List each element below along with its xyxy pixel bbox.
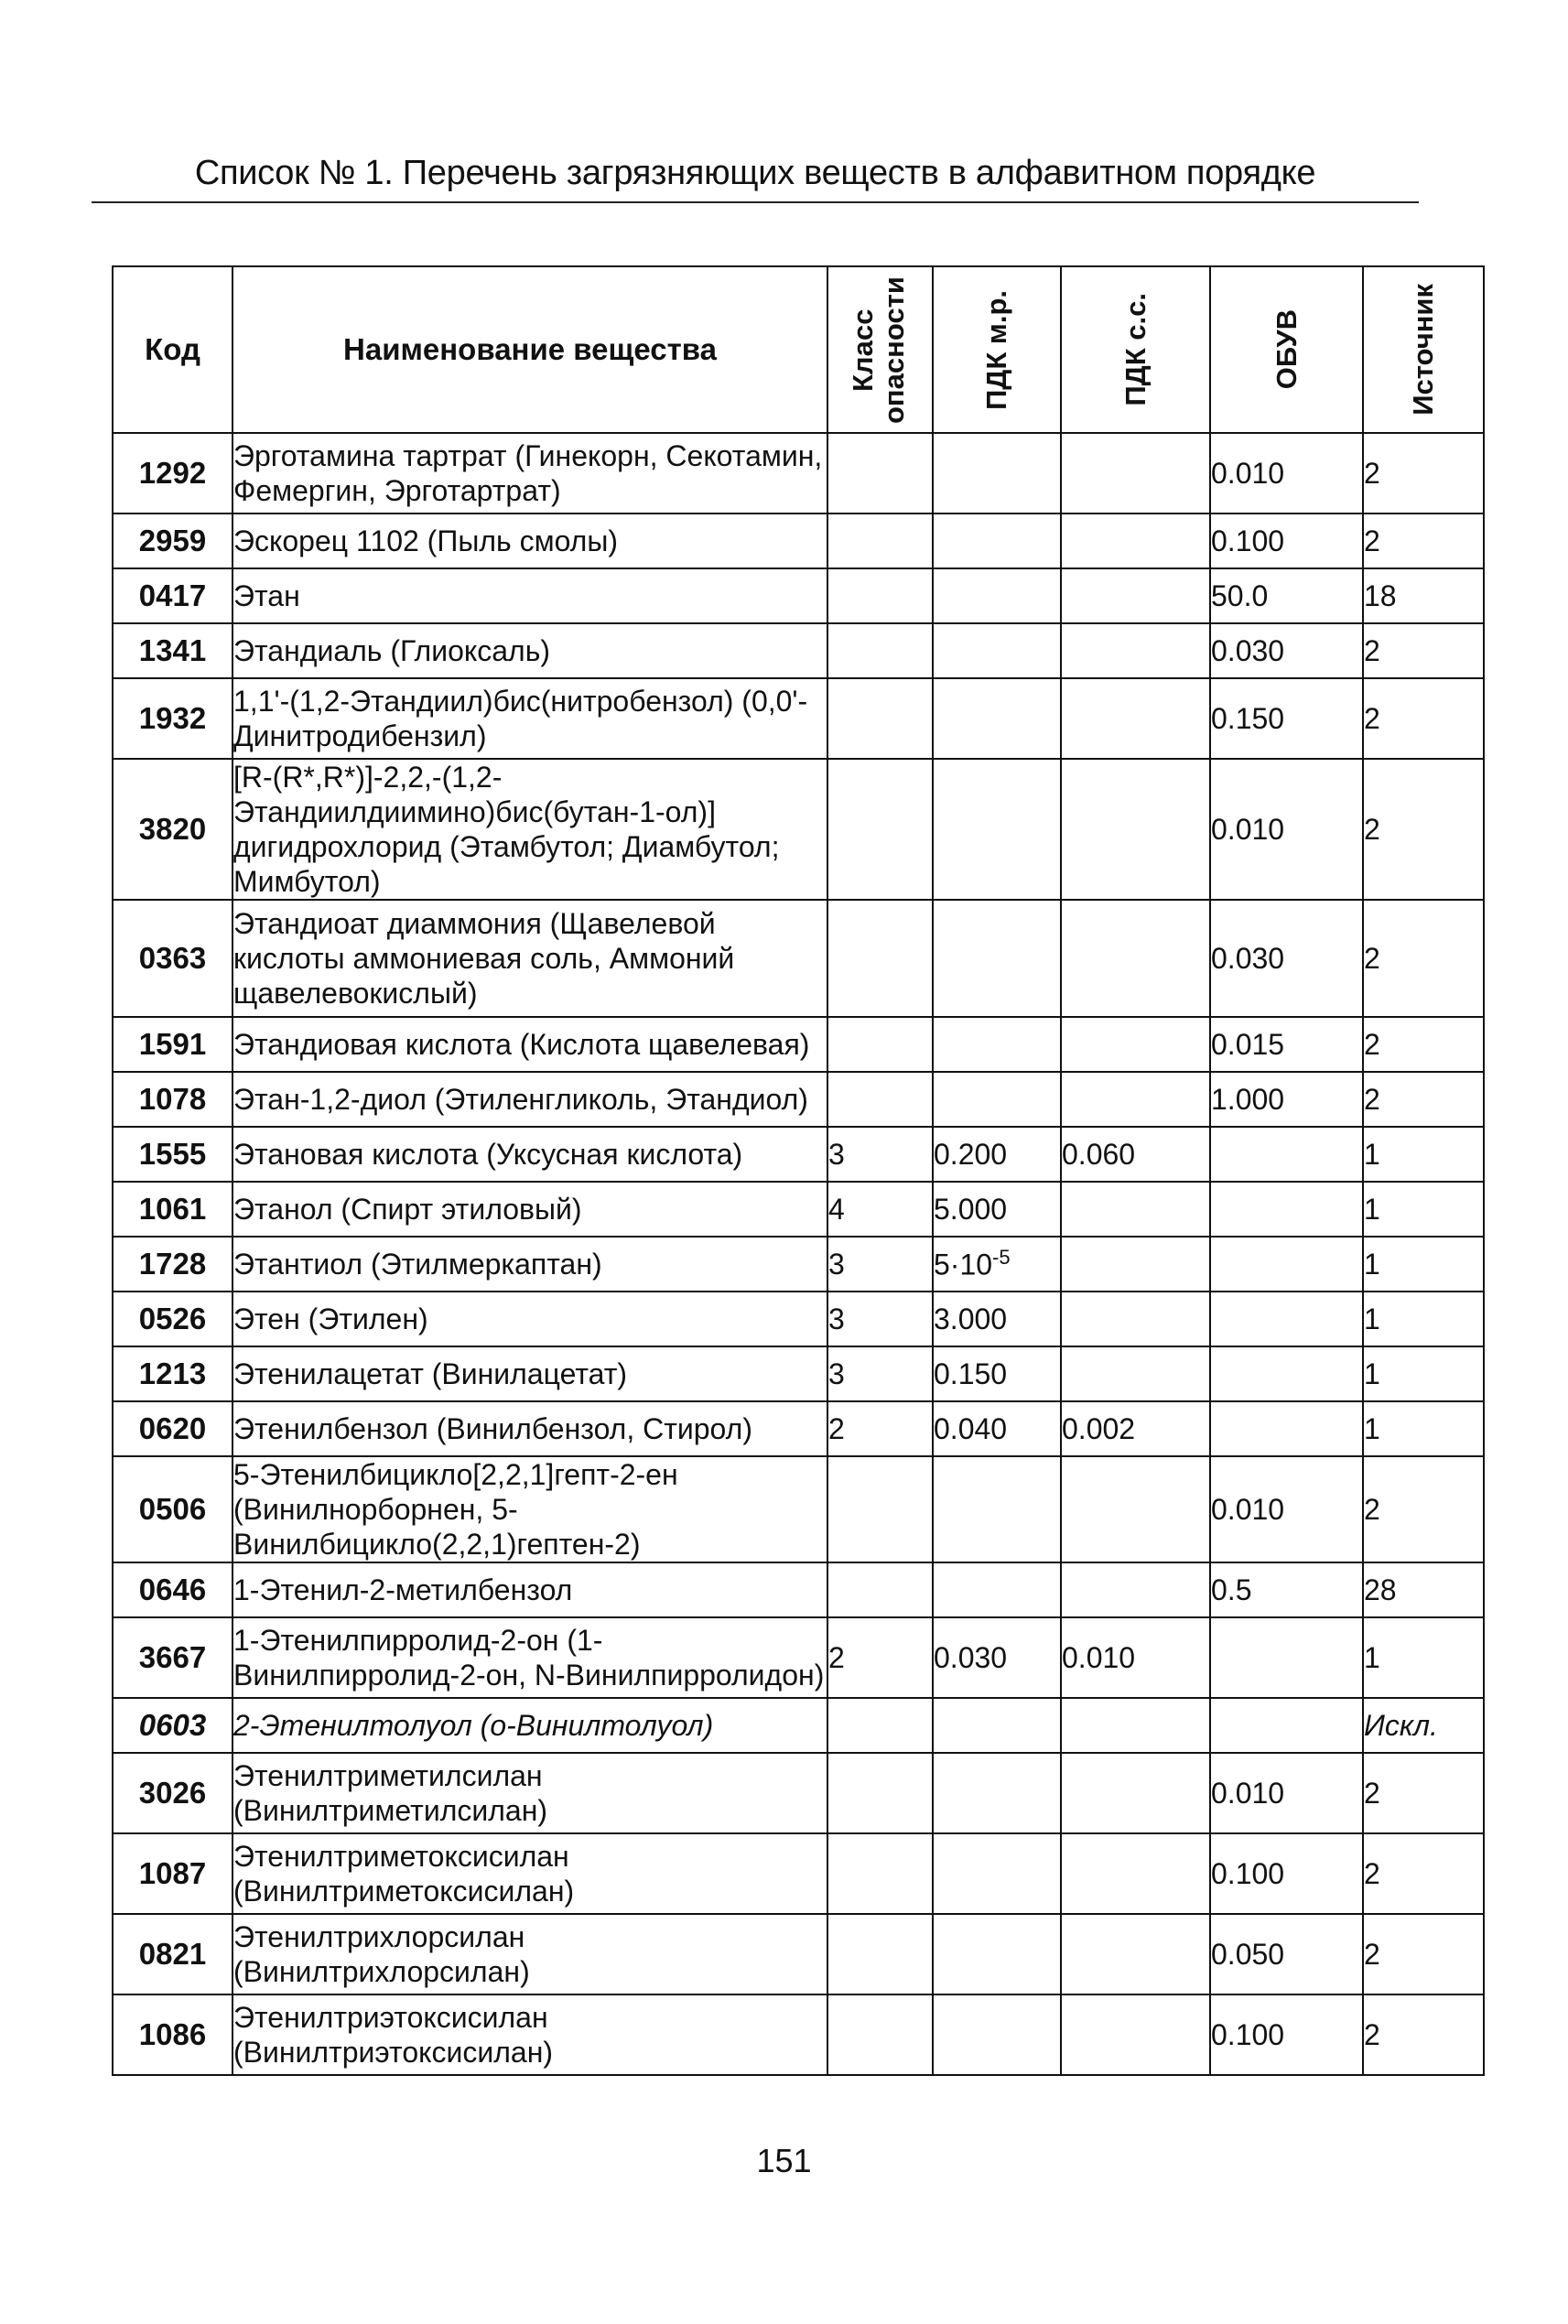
header-source-label: Источник bbox=[1407, 284, 1439, 416]
table-row bbox=[113, 1401, 1484, 1456]
header-name: Наименование вещества bbox=[232, 266, 827, 433]
cell-hazard-class bbox=[827, 1562, 933, 1617]
cell-hazard-class bbox=[827, 568, 933, 623]
cell-code: 1932 bbox=[113, 678, 232, 759]
cell-pdk-mr bbox=[933, 1562, 1061, 1617]
cell-source: 2 bbox=[1363, 1017, 1484, 1072]
cell-hazard-class: 3 bbox=[827, 1346, 933, 1401]
cell-name: Этенилбензол (Винилбензол, Стирол) bbox=[232, 1401, 827, 1456]
cell-obuv: 0.010 bbox=[1210, 1456, 1363, 1562]
cell-hazard-class bbox=[827, 1017, 933, 1072]
cell-code: 1061 bbox=[113, 1182, 232, 1237]
cell-obuv bbox=[1210, 1346, 1363, 1401]
cell-name: 1-Этенилпирролид-2-он (1-Винилпирролид-2-он, N-Винилпирролидон) bbox=[232, 1617, 827, 1698]
cell-code: 0506 bbox=[113, 1456, 232, 1562]
table-row bbox=[113, 1346, 1484, 1401]
table-row bbox=[113, 1617, 1484, 1698]
cell-code: 1728 bbox=[113, 1237, 232, 1292]
cell-obuv: 0.030 bbox=[1210, 623, 1363, 678]
cell-name: Этановая кислота (Уксусная кислота) bbox=[232, 1127, 827, 1182]
cell-code: 2959 bbox=[113, 513, 232, 568]
table-row bbox=[113, 900, 1484, 1017]
cell-name: Этанол (Спирт этиловый) bbox=[232, 1182, 827, 1237]
cell-hazard-class: 3 bbox=[827, 1292, 933, 1346]
cell-name: Этенилтриэтоксисилан (Винилтриэтоксисилан) bbox=[232, 1994, 827, 2075]
cell-pdk-ss bbox=[1061, 1456, 1210, 1562]
cell-name: Этандиоат диаммония (Щавелевой кислоты аммониевая соль, Аммоний щавелевокислый) bbox=[232, 900, 827, 1017]
header-hazard-class-label: Класс опасности bbox=[846, 276, 910, 424]
cell-source: 1 bbox=[1363, 1182, 1484, 1237]
cell-name: 1,1'-(1,2-Этандиил)бис(нитробензол) (0,0'-Динитродибензил) bbox=[232, 678, 827, 759]
header-pdk-mr bbox=[933, 266, 1061, 433]
cell-obuv: 0.010 bbox=[1210, 759, 1363, 900]
table-body bbox=[113, 433, 1484, 2075]
cell-code: 3820 bbox=[113, 759, 232, 900]
cell-code: 0620 bbox=[113, 1401, 232, 1456]
cell-obuv: 0.050 bbox=[1210, 1914, 1363, 1994]
cell-hazard-class bbox=[827, 433, 933, 513]
cell-code: 1591 bbox=[113, 1017, 232, 1072]
cell-obuv: 1.000 bbox=[1210, 1072, 1363, 1127]
cell-obuv: 50.0 bbox=[1210, 568, 1363, 623]
cell-pdk-mr: 5.000 bbox=[933, 1182, 1061, 1237]
table-header-row bbox=[113, 266, 1484, 433]
table-row bbox=[113, 678, 1484, 759]
cell-pdk-mr: $5\cdot 10^{-5}$ bbox=[933, 1237, 1061, 1292]
cell-name: Этенилацетат (Винилацетат) bbox=[232, 1346, 827, 1401]
cell-pdk-ss: 0.010 bbox=[1061, 1617, 1210, 1698]
cell-pdk-mr bbox=[933, 678, 1061, 759]
cell-pdk-ss: 0.060 bbox=[1061, 1127, 1210, 1182]
cell-pdk-mr bbox=[933, 759, 1061, 900]
cell-name: Этандиаль (Глиоксаль) bbox=[232, 623, 827, 678]
cell-pdk-ss bbox=[1061, 1237, 1210, 1292]
cell-name: Этан-1,2-диол (Этиленгликоль, Этандиол) bbox=[232, 1072, 827, 1127]
table-row bbox=[113, 433, 1484, 513]
cell-obuv: 0.150 bbox=[1210, 678, 1363, 759]
page-title: Список № 1. Перечень загрязняющих веществ в алфавитном порядке bbox=[194, 154, 1316, 192]
cell-pdk-mr: 3.000 bbox=[933, 1292, 1061, 1346]
cell-source: 2 bbox=[1363, 1456, 1484, 1562]
cell-source: 1 bbox=[1363, 1292, 1484, 1346]
cell-code: 1213 bbox=[113, 1346, 232, 1401]
cell-hazard-class bbox=[827, 759, 933, 900]
cell-code: 0821 bbox=[113, 1914, 232, 1994]
table-row bbox=[113, 1456, 1484, 1562]
cell-source: 2 bbox=[1363, 678, 1484, 759]
cell-source: 2 bbox=[1363, 1072, 1484, 1127]
table-row bbox=[113, 1833, 1484, 1914]
cell-name: 1-Этенил-2-метилбензол bbox=[232, 1562, 827, 1617]
cell-pdk-ss bbox=[1061, 1914, 1210, 1994]
cell-pdk-ss bbox=[1061, 513, 1210, 568]
cell-hazard-class bbox=[827, 1753, 933, 1833]
cell-source: 2 bbox=[1363, 623, 1484, 678]
cell-code: 0646 bbox=[113, 1562, 232, 1617]
cell-pdk-ss bbox=[1061, 1292, 1210, 1346]
cell-obuv bbox=[1210, 1617, 1363, 1698]
header-source bbox=[1363, 266, 1484, 433]
cell-pdk-mr: 0.150 bbox=[933, 1346, 1061, 1401]
cell-source: 2 bbox=[1363, 433, 1484, 513]
cell-name: 2-Этенилтолуол (о-Винилтолуол) bbox=[232, 1698, 827, 1753]
table-row bbox=[113, 623, 1484, 678]
cell-pdk-mr: 0.030 bbox=[933, 1617, 1061, 1698]
header-obuv bbox=[1210, 266, 1363, 433]
cell-name: [R-(R*,R*)]-2,2,-(1,2-Этандиилдиимино)бис(бутан-1-ол)] дигидрохлорид (Этамбутол; Диамбутол; Мимбутол) bbox=[232, 759, 827, 900]
cell-hazard-class bbox=[827, 513, 933, 568]
cell-source: 1 bbox=[1363, 1127, 1484, 1182]
header-pdk-ss-label: ПДК с.с. bbox=[1119, 293, 1152, 406]
header-pdk-mr-label: ПДК м.р. bbox=[980, 289, 1012, 410]
cell-pdk-mr bbox=[933, 1833, 1061, 1914]
cell-source: 2 bbox=[1363, 759, 1484, 900]
cell-code: 1555 bbox=[113, 1127, 232, 1182]
cell-hazard-class bbox=[827, 1698, 933, 1753]
cell-hazard-class: 3 bbox=[827, 1127, 933, 1182]
header-code: Код bbox=[113, 266, 232, 433]
cell-code: 0417 bbox=[113, 568, 232, 623]
cell-obuv: 0.100 bbox=[1210, 513, 1363, 568]
table-row bbox=[113, 1182, 1484, 1237]
cell-obuv bbox=[1210, 1182, 1363, 1237]
cell-pdk-ss bbox=[1061, 678, 1210, 759]
cell-hazard-class bbox=[827, 1072, 933, 1127]
table-row bbox=[113, 1127, 1484, 1182]
cell-pdk-mr bbox=[933, 1753, 1061, 1833]
table-row bbox=[113, 1994, 1484, 2075]
cell-pdk-mr bbox=[933, 623, 1061, 678]
cell-hazard-class: 2 bbox=[827, 1401, 933, 1456]
cell-hazard-class bbox=[827, 1456, 933, 1562]
table-row bbox=[113, 1753, 1484, 1833]
cell-pdk-mr bbox=[933, 1456, 1061, 1562]
table-row bbox=[113, 1562, 1484, 1617]
cell-source: 2 bbox=[1363, 900, 1484, 1017]
cell-pdk-mr bbox=[933, 1994, 1061, 2075]
cell-code: 1087 bbox=[113, 1833, 232, 1914]
cell-code: 3667 bbox=[113, 1617, 232, 1698]
header-obuv-label: ОБУВ bbox=[1270, 309, 1303, 390]
table-row bbox=[113, 513, 1484, 568]
cell-name: Этан bbox=[232, 568, 827, 623]
cell-pdk-mr bbox=[933, 1072, 1061, 1127]
cell-pdk-ss: 0.002 bbox=[1061, 1401, 1210, 1456]
cell-pdk-ss bbox=[1061, 1072, 1210, 1127]
cell-obuv: 0.100 bbox=[1210, 1994, 1363, 2075]
cell-obuv: 0.010 bbox=[1210, 433, 1363, 513]
table-row bbox=[113, 1237, 1484, 1292]
substances-table bbox=[112, 265, 1485, 2076]
exponent: -5 bbox=[992, 1246, 1011, 1270]
cell-name: Этенилтриметилсилан (Винилтриметилсилан) bbox=[232, 1753, 827, 1833]
cell-name: Эскорец 1102 (Пыль смолы) bbox=[232, 513, 827, 568]
cell-source: 2 bbox=[1363, 513, 1484, 568]
cell-pdk-ss bbox=[1061, 433, 1210, 513]
cell-source: 1 bbox=[1363, 1401, 1484, 1456]
cell-pdk-ss bbox=[1061, 1698, 1210, 1753]
cell-hazard-class: 3 bbox=[827, 1237, 933, 1292]
header-hazard-class bbox=[827, 266, 933, 433]
cell-pdk-mr: 0.040 bbox=[933, 1401, 1061, 1456]
cell-pdk-ss bbox=[1061, 759, 1210, 900]
header-pdk-ss bbox=[1061, 266, 1210, 433]
cell-pdk-ss bbox=[1061, 1562, 1210, 1617]
cell-name: 5-Этенилбицикло[2,2,1]гепт-2-ен (Винилнорборнен, 5-Винилбицикло(2,2,1)гептен-2) bbox=[232, 1456, 827, 1562]
cell-pdk-ss bbox=[1061, 1833, 1210, 1914]
cell-source: 2 bbox=[1363, 1994, 1484, 2075]
cell-obuv bbox=[1210, 1292, 1363, 1346]
cell-pdk-mr bbox=[933, 568, 1061, 623]
cell-obuv: 0.5 bbox=[1210, 1562, 1363, 1617]
cell-code: 0603 bbox=[113, 1698, 232, 1753]
cell-code: 0526 bbox=[113, 1292, 232, 1346]
cell-obuv bbox=[1210, 1127, 1363, 1182]
cell-pdk-ss bbox=[1061, 1994, 1210, 2075]
cell-obuv bbox=[1210, 1401, 1363, 1456]
cell-code: 1292 bbox=[113, 433, 232, 513]
table-row bbox=[113, 1914, 1484, 1994]
cell-source: 2 bbox=[1363, 1753, 1484, 1833]
cell-pdk-mr: 0.200 bbox=[933, 1127, 1061, 1182]
cell-hazard-class bbox=[827, 623, 933, 678]
cell-name: Этен (Этилен) bbox=[232, 1292, 827, 1346]
cell-obuv: 0.030 bbox=[1210, 900, 1363, 1017]
cell-source: 1 bbox=[1363, 1237, 1484, 1292]
cell-name: Этенилтриметоксисилан (Винилтриметоксисилан) bbox=[232, 1833, 827, 1914]
cell-pdk-ss bbox=[1061, 1182, 1210, 1237]
cell-code: 0363 bbox=[113, 900, 232, 1017]
cell-pdk-mr bbox=[933, 1698, 1061, 1753]
cell-obuv: 0.100 bbox=[1210, 1833, 1363, 1914]
cell-code: 1086 bbox=[113, 1994, 232, 2075]
title-divider bbox=[92, 201, 1419, 203]
cell-name: Этенилтрихлорсилан (Винилтрихлорсилан) bbox=[232, 1914, 827, 1994]
table-row bbox=[113, 1698, 1484, 1753]
cell-pdk-ss bbox=[1061, 623, 1210, 678]
cell-hazard-class: 2 bbox=[827, 1617, 933, 1698]
cell-pdk-mr bbox=[933, 433, 1061, 513]
cell-hazard-class bbox=[827, 1914, 933, 1994]
cell-pdk-ss bbox=[1061, 900, 1210, 1017]
cell-source: 1 bbox=[1363, 1346, 1484, 1401]
cell-hazard-class: 4 bbox=[827, 1182, 933, 1237]
cell-pdk-mr bbox=[933, 1017, 1061, 1072]
cell-obuv: 0.015 bbox=[1210, 1017, 1363, 1072]
cell-source: 28 bbox=[1363, 1562, 1484, 1617]
cell-code: 1078 bbox=[113, 1072, 232, 1127]
cell-pdk-ss bbox=[1061, 1017, 1210, 1072]
cell-name: Этандиовая кислота (Кислота щавелевая) bbox=[232, 1017, 827, 1072]
table-row bbox=[113, 1292, 1484, 1346]
cell-hazard-class bbox=[827, 678, 933, 759]
cell-name: Этантиол (Этилмеркаптан) bbox=[232, 1237, 827, 1292]
page-number: 151 bbox=[756, 2142, 812, 2179]
cell-code: 3026 bbox=[113, 1753, 232, 1833]
table-row bbox=[113, 1017, 1484, 1072]
cell-hazard-class bbox=[827, 1833, 933, 1914]
table-row bbox=[113, 759, 1484, 900]
cell-source: 2 bbox=[1363, 1914, 1484, 1994]
cell-source: 2 bbox=[1363, 1833, 1484, 1914]
cell-obuv bbox=[1210, 1237, 1363, 1292]
table-row bbox=[113, 1072, 1484, 1127]
cell-pdk-ss bbox=[1061, 568, 1210, 623]
cell-obuv bbox=[1210, 1698, 1363, 1753]
cell-source: 18 bbox=[1363, 568, 1484, 623]
cell-hazard-class bbox=[827, 900, 933, 1017]
table-row bbox=[113, 568, 1484, 623]
cell-pdk-mr bbox=[933, 513, 1061, 568]
cell-name: Эрготамина тартрат (Гинекорн, Секотамин, Фемергин, Эрготартрат) bbox=[232, 433, 827, 513]
cell-pdk-mr bbox=[933, 900, 1061, 1017]
cell-obuv: 0.010 bbox=[1210, 1753, 1363, 1833]
cell-pdk-mr bbox=[933, 1914, 1061, 1994]
cell-source: Искл. bbox=[1363, 1698, 1484, 1753]
cell-pdk-ss bbox=[1061, 1753, 1210, 1833]
cell-source: 1 bbox=[1363, 1617, 1484, 1698]
cell-pdk-ss bbox=[1061, 1346, 1210, 1401]
cell-hazard-class bbox=[827, 1994, 933, 2075]
cell-code: 1341 bbox=[113, 623, 232, 678]
